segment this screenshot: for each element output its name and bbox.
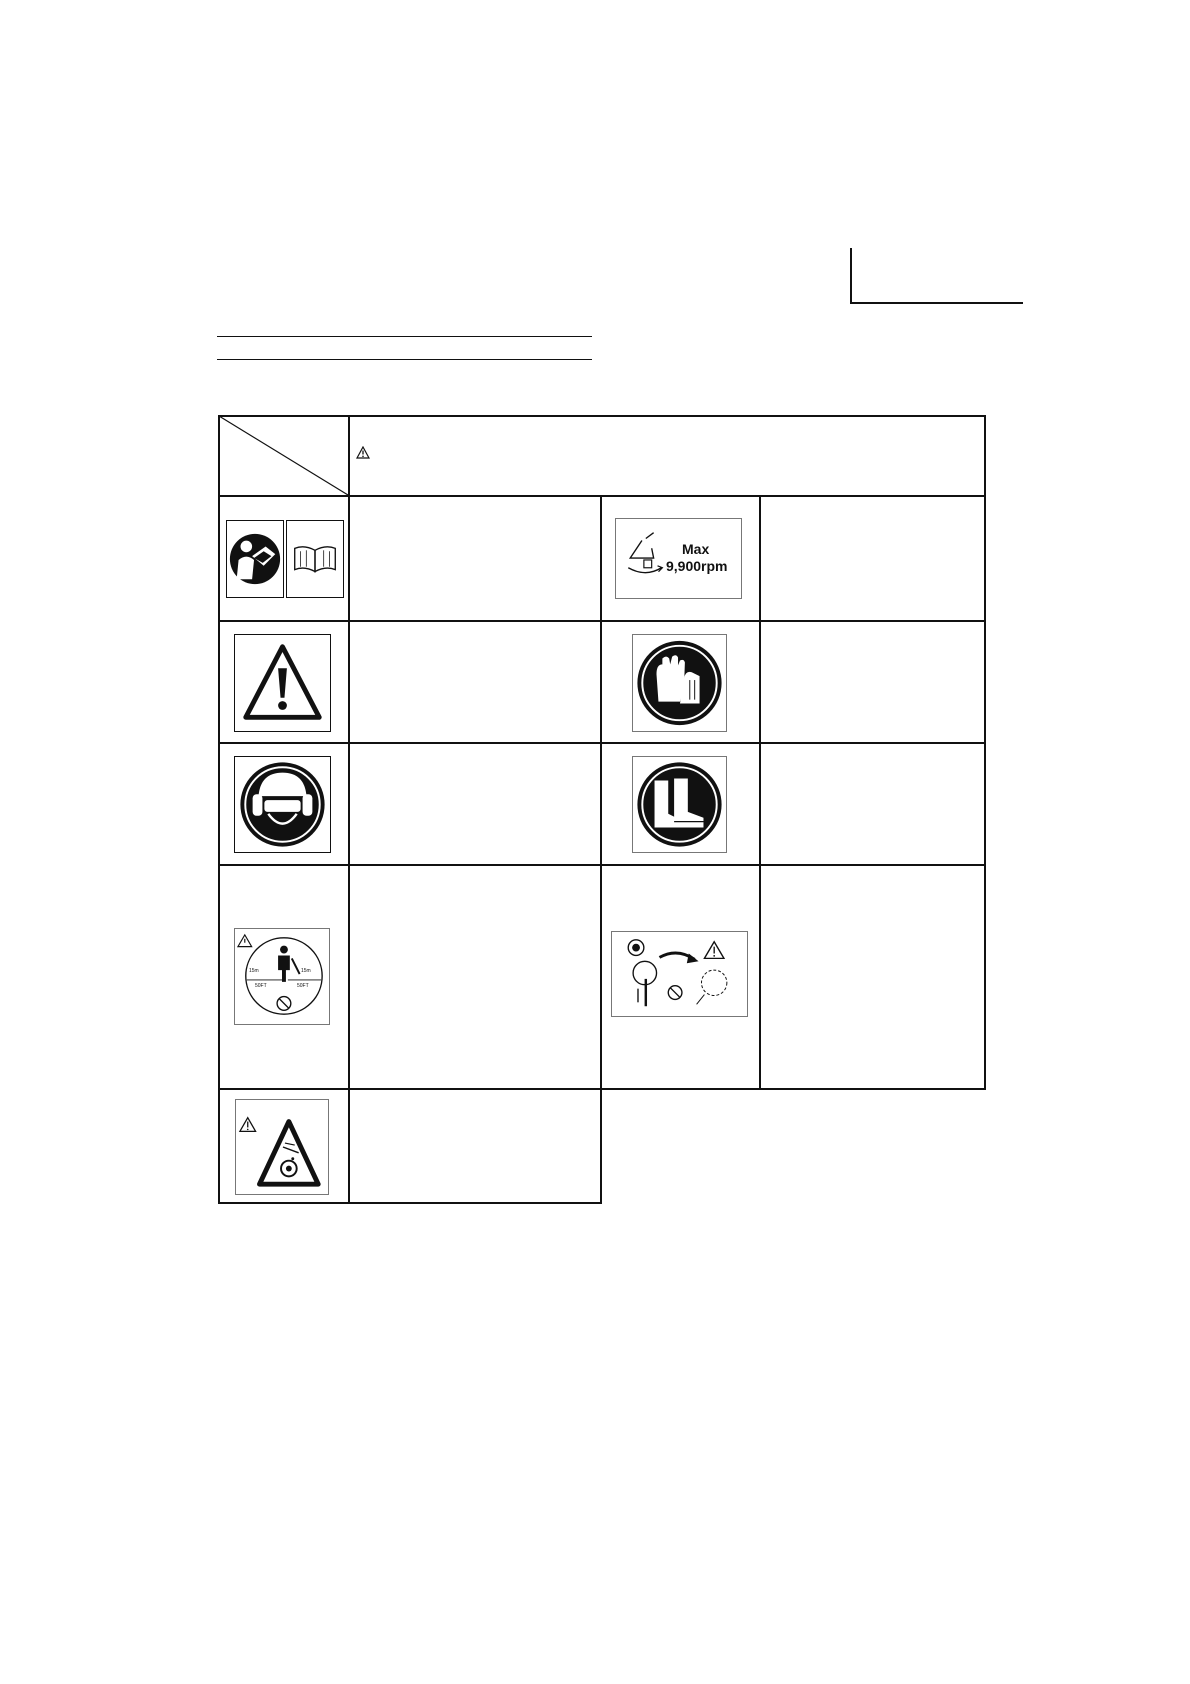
thrown-objects-warning-icon	[235, 1099, 329, 1195]
distance-ft-left: 50FT	[255, 983, 267, 989]
title-rule-top	[217, 336, 592, 337]
distance-ft-right: 50FT	[297, 983, 309, 989]
table-row-line-3	[218, 742, 986, 744]
table-divider-col3	[759, 495, 761, 1090]
wear-helmet-goggles-earmuffs-icon	[234, 756, 331, 853]
wear-boots-icon	[632, 756, 727, 853]
open-book-icon	[286, 520, 344, 598]
symbols-table	[218, 415, 986, 1204]
table-divider-col1	[348, 415, 350, 1204]
table-row-line-2	[218, 620, 986, 622]
distance-label-right: 15m	[301, 968, 311, 974]
wear-gloves-icon	[632, 634, 727, 732]
table-border-step	[600, 1088, 986, 1090]
exclamation-warning-icon	[234, 634, 331, 732]
max-label: Max	[682, 541, 710, 557]
keep-bystanders-away-icon	[234, 928, 330, 1025]
table-border-left	[218, 415, 220, 1204]
table-divider-mid	[600, 495, 602, 1204]
blade-max-speed-icon	[615, 518, 742, 599]
warning-triangle-icon	[356, 446, 370, 459]
title-rule-bottom	[217, 359, 592, 360]
blade-thrust-warning-icon	[611, 931, 748, 1017]
table-row-line-4	[218, 864, 986, 866]
page-corner-mark	[850, 248, 1023, 304]
header-diagonal-cell	[218, 415, 349, 496]
distance-label-left: 15m	[249, 968, 259, 974]
table-border-bottom	[218, 1202, 602, 1204]
rpm-label: 9,900rpm	[666, 558, 728, 574]
table-border-right	[984, 415, 986, 1088]
table-row-line-5	[218, 1088, 602, 1090]
read-manual-person-icon	[226, 520, 284, 598]
